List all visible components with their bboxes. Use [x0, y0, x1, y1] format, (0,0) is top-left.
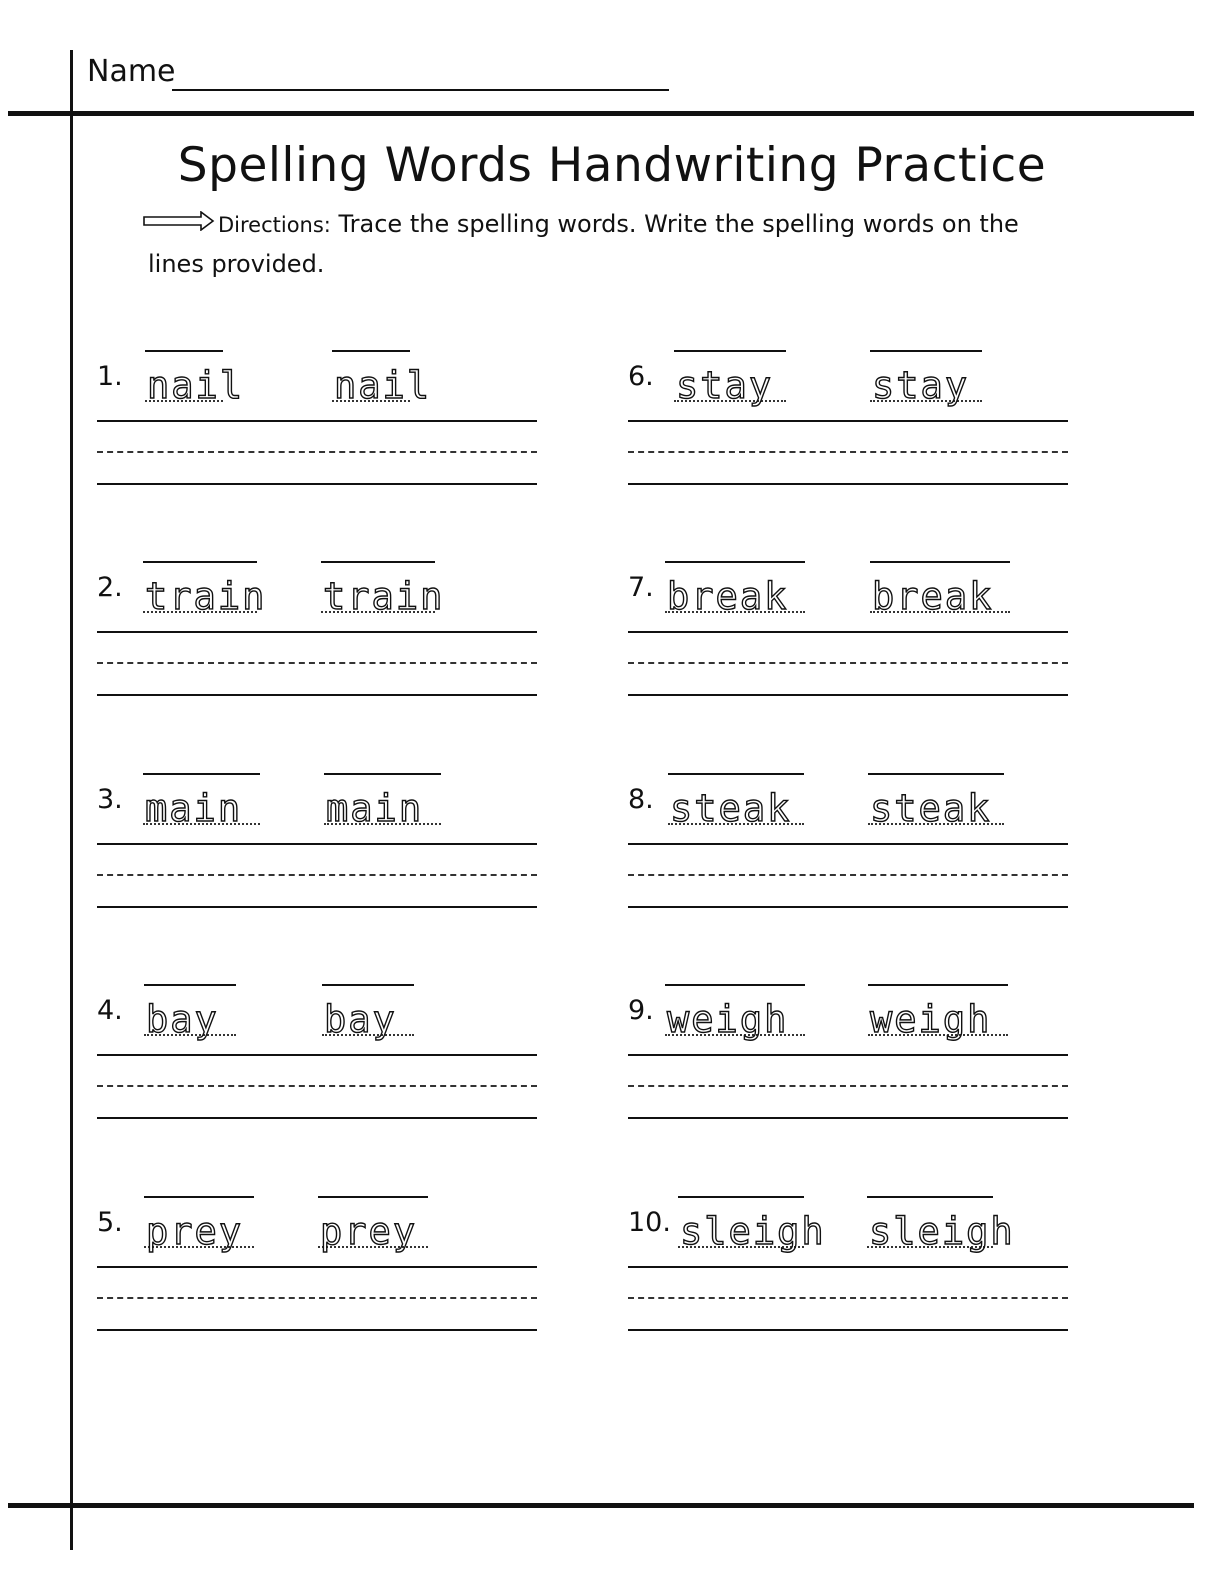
- trace-word-text: bay: [324, 998, 397, 1041]
- name-write-line[interactable]: [172, 89, 669, 91]
- trace-word-text: train: [145, 575, 267, 618]
- word-item: [628, 1206, 1078, 1416]
- word-item: [628, 360, 1078, 570]
- trace-word: [867, 1196, 1015, 1253]
- trace-word-text: sleigh: [869, 1210, 1015, 1253]
- directions-text: Trace the spelling words. Write the spelling words on the lines provided.: [148, 210, 1019, 278]
- bottom-border-line: [8, 1503, 1194, 1508]
- directions-label: Directions:: [218, 213, 331, 237]
- writing-line-top[interactable]: [628, 1054, 1068, 1056]
- writing-line-midline[interactable]: [628, 1085, 1068, 1087]
- trace-word: [674, 350, 786, 407]
- word-number: 6.: [628, 361, 654, 392]
- trace-word-text: stay: [872, 364, 970, 407]
- writing-line-midline[interactable]: [97, 451, 537, 453]
- writing-line-top[interactable]: [628, 631, 1068, 633]
- trace-word-text: prey: [320, 1210, 418, 1253]
- trace-word: [868, 984, 1008, 1041]
- trace-word: [870, 561, 1010, 618]
- writing-line-midline[interactable]: [628, 451, 1068, 453]
- word-item: [628, 783, 1078, 993]
- writing-line-baseline[interactable]: [97, 483, 537, 485]
- left-margin-line: [70, 50, 73, 1550]
- writing-line-midline[interactable]: [628, 874, 1068, 876]
- name-label: Name: [87, 54, 176, 89]
- trace-word-text: nail: [147, 364, 245, 407]
- writing-line-top[interactable]: [97, 631, 537, 633]
- word-item: [97, 571, 547, 781]
- word-item: [97, 783, 547, 993]
- writing-line-top[interactable]: [628, 420, 1068, 422]
- trace-word: [143, 773, 260, 830]
- word-item: [628, 571, 1078, 781]
- writing-line-baseline[interactable]: [97, 1329, 537, 1331]
- trace-word-text: steak: [870, 787, 992, 830]
- trace-word: [321, 561, 445, 618]
- trace-word-text: nail: [334, 364, 432, 407]
- writing-line-baseline[interactable]: [628, 906, 1068, 908]
- writing-line-baseline[interactable]: [97, 1117, 537, 1119]
- writing-line-top[interactable]: [97, 420, 537, 422]
- trace-word: [324, 773, 441, 830]
- trace-word-text: stay: [676, 364, 774, 407]
- trace-word: [144, 984, 236, 1041]
- top-border-line: [8, 111, 1194, 116]
- trace-word: [665, 984, 805, 1041]
- writing-line-midline[interactable]: [628, 1297, 1068, 1299]
- trace-word-text: prey: [146, 1210, 244, 1253]
- trace-word: [318, 1196, 428, 1253]
- trace-word-text: bay: [146, 998, 219, 1041]
- trace-word-text: train: [323, 575, 445, 618]
- trace-word-text: break: [667, 575, 789, 618]
- word-number: 9.: [628, 995, 654, 1026]
- trace-word-text: steak: [670, 787, 792, 830]
- trace-word-text: weigh: [667, 998, 789, 1041]
- trace-word: [332, 350, 432, 407]
- writing-line-baseline[interactable]: [628, 1117, 1068, 1119]
- trace-word: [870, 350, 982, 407]
- writing-line-baseline[interactable]: [97, 906, 537, 908]
- trace-word: [144, 1196, 254, 1253]
- trace-word: [665, 561, 805, 618]
- writing-line-midline[interactable]: [97, 874, 537, 876]
- writing-line-baseline[interactable]: [628, 483, 1068, 485]
- word-number: 3.: [97, 784, 123, 815]
- writing-line-top[interactable]: [97, 1054, 537, 1056]
- worksheet-title: Spelling Words Handwriting Practice: [177, 138, 1047, 193]
- trace-word: [145, 350, 245, 407]
- writing-line-midline[interactable]: [97, 1085, 537, 1087]
- trace-word-text: break: [872, 575, 994, 618]
- trace-word-text: weigh: [870, 998, 992, 1041]
- writing-line-top[interactable]: [97, 1266, 537, 1268]
- trace-word-text: main: [326, 787, 424, 830]
- word-number: 8.: [628, 784, 654, 815]
- writing-line-baseline[interactable]: [628, 694, 1068, 696]
- word-item: [628, 994, 1078, 1204]
- writing-line-midline[interactable]: [628, 662, 1068, 664]
- writing-line-baseline[interactable]: [97, 694, 537, 696]
- trace-word: [678, 1196, 826, 1253]
- word-number: 10.: [628, 1207, 671, 1238]
- word-number: 7.: [628, 572, 654, 603]
- writing-line-midline[interactable]: [97, 1297, 537, 1299]
- word-number: 1.: [97, 361, 123, 392]
- trace-word-text: main: [145, 787, 243, 830]
- trace-word: [868, 773, 1004, 830]
- writing-line-top[interactable]: [628, 1266, 1068, 1268]
- trace-word: [143, 561, 267, 618]
- writing-line-midline[interactable]: [97, 662, 537, 664]
- writing-line-top[interactable]: [628, 843, 1068, 845]
- word-item: [97, 1206, 547, 1416]
- word-number: 2.: [97, 572, 123, 603]
- trace-word: [668, 773, 804, 830]
- directions: [148, 205, 1068, 284]
- writing-line-top[interactable]: [97, 843, 537, 845]
- trace-word: [322, 984, 414, 1041]
- word-number: 4.: [97, 995, 123, 1026]
- word-item: [97, 994, 547, 1204]
- writing-line-baseline[interactable]: [628, 1329, 1068, 1331]
- trace-word-text: sleigh: [680, 1210, 826, 1253]
- word-item: [97, 360, 547, 570]
- word-number: 5.: [97, 1207, 123, 1238]
